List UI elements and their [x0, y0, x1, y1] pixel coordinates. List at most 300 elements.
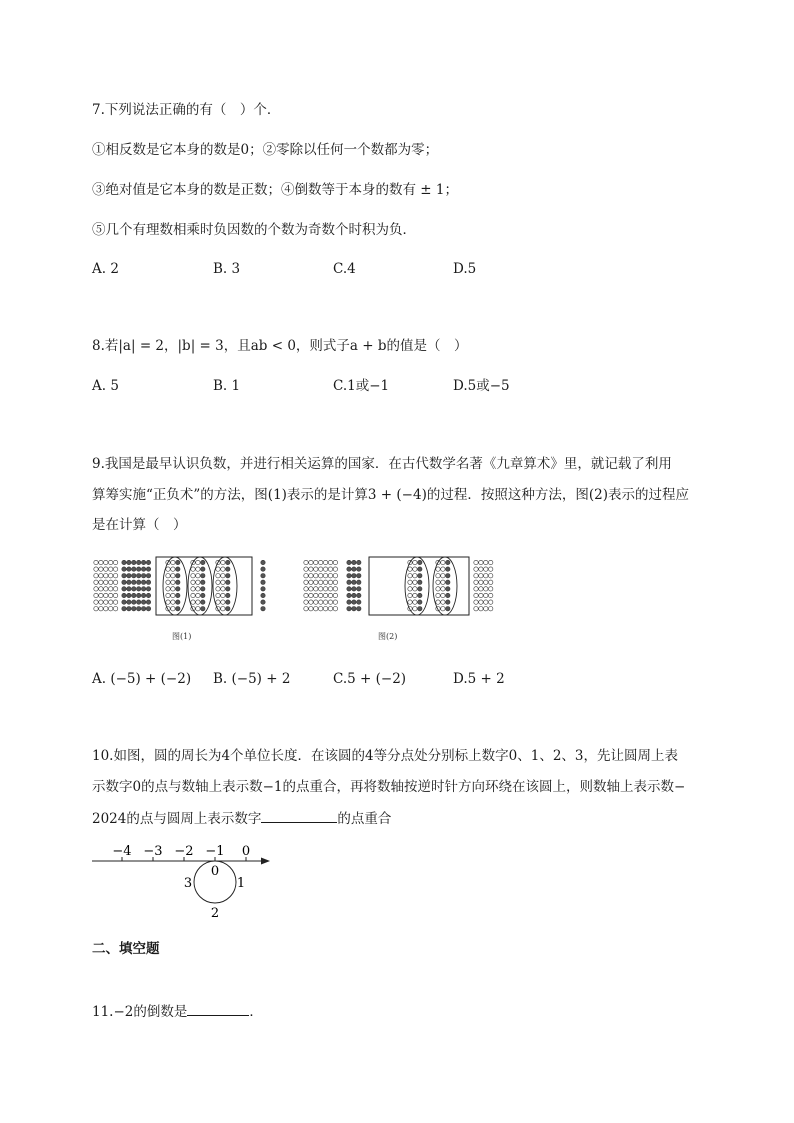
positive-bead: [221, 607, 225, 611]
q7-option-b[interactable]: B. 3: [213, 261, 241, 277]
negative-bead: [418, 607, 422, 611]
negative-bead: [132, 560, 136, 564]
circle-label-1: 1: [236, 876, 246, 891]
q9-option-d[interactable]: D.5 + 2: [453, 671, 505, 687]
positive-bead: [436, 567, 440, 571]
negative-bead: [127, 607, 131, 611]
negative-bead: [122, 560, 126, 564]
negative-bead: [122, 593, 126, 597]
positive-bead: [441, 560, 445, 564]
positive-bead: [304, 587, 308, 591]
pair-ellipse: [433, 557, 457, 615]
positive-bead: [323, 580, 327, 584]
positive-bead: [221, 580, 225, 584]
positive-bead: [196, 593, 200, 597]
positive-bead: [314, 560, 318, 564]
positive-bead: [171, 574, 175, 578]
positive-bead: [333, 607, 337, 611]
positive-bead: [104, 580, 108, 584]
negative-bead: [122, 587, 126, 591]
positive-bead: [113, 587, 117, 591]
negative-bead: [122, 574, 126, 578]
positive-bead: [191, 600, 195, 604]
positive-bead: [304, 607, 308, 611]
negative-bead: [137, 560, 141, 564]
positive-bead: [441, 567, 445, 571]
negative-bead: [137, 587, 141, 591]
negative-bead: [226, 600, 230, 604]
negative-bead: [418, 593, 422, 597]
negative-bead: [201, 607, 205, 611]
positive-bead: [104, 574, 108, 578]
positive-bead: [323, 587, 327, 591]
counting-rods-figure-1: [90, 554, 280, 618]
negative-bead: [176, 580, 180, 584]
negative-bead: [446, 587, 450, 591]
negative-bead: [352, 580, 356, 584]
positive-bead: [221, 567, 225, 571]
positive-bead: [94, 580, 98, 584]
negative-bead: [201, 560, 205, 564]
q7-option-a[interactable]: A. 2: [92, 261, 119, 277]
positive-beads-group: [304, 560, 338, 611]
negative-bead: [347, 593, 351, 597]
q7-option-c[interactable]: C.4: [333, 261, 356, 277]
negative-bead: [146, 574, 150, 578]
positive-bead: [474, 600, 478, 604]
positive-bead: [304, 600, 308, 604]
positive-bead: [196, 587, 200, 591]
negative-bead: [132, 593, 136, 597]
positive-bead: [166, 587, 170, 591]
negative-bead: [201, 567, 205, 571]
positive-bead: [216, 567, 220, 571]
q9-option-c[interactable]: C.5 + (−2): [333, 671, 407, 687]
positive-bead: [113, 593, 117, 597]
negative-bead: [201, 600, 205, 604]
positive-bead: [309, 560, 313, 564]
positive-bead: [323, 607, 327, 611]
positive-bead: [408, 580, 412, 584]
q7-statement-3-4: ③绝对值是它本身的数是正数；④倒数等于本身的数有 ± 1；: [92, 182, 458, 198]
negative-bead: [352, 593, 356, 597]
circle-label-2: 2: [210, 906, 220, 921]
q11-stem-text-b: ．: [249, 1004, 263, 1020]
negative-bead: [137, 607, 141, 611]
positive-bead: [314, 574, 318, 578]
negative-bead: [141, 580, 145, 584]
negative-bead: [141, 560, 145, 564]
positive-bead: [304, 560, 308, 564]
positive-bead: [309, 600, 313, 604]
negative-bead: [418, 567, 422, 571]
negative-bead: [201, 574, 205, 578]
pair-ellipse: [405, 557, 429, 615]
negative-bead: [446, 593, 450, 597]
positive-bead: [104, 567, 108, 571]
negative-bead: [146, 587, 150, 591]
negative-bead: [141, 567, 145, 571]
positive-bead: [319, 560, 323, 564]
positive-bead: [166, 567, 170, 571]
q8-option-c[interactable]: C.1或−1: [333, 378, 390, 394]
negative-bead: [226, 567, 230, 571]
positive-bead: [479, 580, 483, 584]
negative-bead: [146, 593, 150, 597]
positive-bead: [489, 593, 493, 597]
positive-bead: [479, 587, 483, 591]
positive-bead: [113, 560, 117, 564]
negative-bead: [127, 600, 131, 604]
positive-bead: [484, 587, 488, 591]
negative-beads-group: [347, 560, 361, 611]
positive-bead: [191, 593, 195, 597]
positive-bead: [474, 567, 478, 571]
positive-bead: [328, 587, 332, 591]
negative-bead: [141, 574, 145, 578]
negative-bead: [446, 574, 450, 578]
q9-stem-line-2: 算筹实施“正负术”的方法，图(1)表示的是计算3 + (−4)的过程．按照这种方法，图(2)表示的过程应: [92, 487, 689, 503]
positive-bead: [319, 574, 323, 578]
positive-bead: [109, 567, 113, 571]
negative-bead: [352, 560, 356, 564]
negative-bead: [347, 574, 351, 578]
negative-bead: [201, 587, 205, 591]
positive-bead: [309, 567, 313, 571]
positive-bead: [94, 593, 98, 597]
paired-beads-group: [166, 560, 230, 611]
pair-ellipse: [213, 557, 237, 615]
positive-bead: [489, 580, 493, 584]
positive-bead: [94, 560, 98, 564]
q10-stem-line-2: 示数字0的点与数轴上表示数−1的点重合，再将数轴按逆时针方向环绕在该圆上，则数轴上表示数−: [92, 779, 686, 795]
positive-bead: [191, 574, 195, 578]
positive-bead: [441, 587, 445, 591]
negative-bead: [347, 600, 351, 604]
negative-bead: [261, 593, 265, 597]
positive-bead: [171, 593, 175, 597]
positive-bead: [328, 580, 332, 584]
positive-bead: [304, 593, 308, 597]
positive-bead: [216, 600, 220, 604]
negative-bead: [357, 607, 361, 611]
positive-bead: [413, 607, 417, 611]
negative-bead: [137, 580, 141, 584]
positive-bead: [484, 607, 488, 611]
positive-bead: [408, 587, 412, 591]
negative-bead: [226, 580, 230, 584]
positive-bead: [408, 600, 412, 604]
negative-bead: [418, 587, 422, 591]
q9-option-b[interactable]: B. (−5) + 2: [213, 671, 291, 687]
positive-bead: [489, 574, 493, 578]
positive-bead: [99, 593, 103, 597]
positive-bead: [441, 593, 445, 597]
negative-beads-group: [122, 560, 151, 611]
negative-bead: [176, 567, 180, 571]
positive-bead: [104, 593, 108, 597]
positive-bead: [196, 600, 200, 604]
tick-label: −2: [174, 844, 194, 859]
q10-answer-blank[interactable]: [261, 808, 337, 823]
positive-bead: [304, 574, 308, 578]
negative-bead: [226, 574, 230, 578]
positive-bead: [113, 567, 117, 571]
negative-bead: [127, 574, 131, 578]
q10-stem-text-a: 2024的点与圆周上表示数字: [92, 811, 262, 827]
positive-bead: [309, 607, 313, 611]
positive-bead: [413, 560, 417, 564]
tick-label: −1: [205, 844, 225, 859]
negative-bead: [226, 593, 230, 597]
positive-bead: [436, 600, 440, 604]
positive-bead: [489, 600, 493, 604]
negative-bead: [261, 607, 265, 611]
circle-label-0: 0: [210, 864, 220, 879]
positive-bead: [166, 580, 170, 584]
negative-bead: [357, 587, 361, 591]
positive-bead: [216, 587, 220, 591]
positive-bead: [413, 600, 417, 604]
q9-stem-line-1: 9.我国是最早认识负数，并进行相关运算的国家．在古代数学名著《九章算术》里，就记载了利用: [92, 456, 672, 472]
q7-statement-5: ⑤几个有理数相乘时负因数的个数为奇数个时积为负．: [92, 222, 416, 238]
q8-option-b[interactable]: B. 1: [213, 378, 241, 394]
negative-bead: [176, 593, 180, 597]
positive-bead: [104, 600, 108, 604]
positive-bead: [196, 580, 200, 584]
negative-bead: [146, 560, 150, 564]
negative-bead: [146, 567, 150, 571]
board-frame: [156, 557, 252, 615]
negative-bead: [347, 560, 351, 564]
positive-bead: [314, 567, 318, 571]
positive-bead: [109, 600, 113, 604]
pair-ellipse: [188, 557, 212, 615]
positive-bead: [408, 593, 412, 597]
positive-bead: [216, 580, 220, 584]
positive-bead: [474, 560, 478, 564]
q11-answer-blank[interactable]: [187, 1001, 249, 1016]
negative-bead: [352, 587, 356, 591]
positive-bead: [109, 560, 113, 564]
number-line-circle-diagram: [92, 840, 272, 922]
positive-bead: [104, 607, 108, 611]
negative-bead: [261, 574, 265, 578]
positive-bead: [441, 600, 445, 604]
positive-bead: [413, 593, 417, 597]
q8-option-d[interactable]: D.5或−5: [453, 378, 510, 394]
positive-bead: [196, 560, 200, 564]
tick-label: −4: [112, 844, 132, 859]
negative-bead: [418, 560, 422, 564]
positive-bead: [113, 580, 117, 584]
positive-bead: [99, 587, 103, 591]
negative-bead: [261, 560, 265, 564]
negative-bead: [176, 607, 180, 611]
negative-bead: [127, 587, 131, 591]
positive-bead: [328, 574, 332, 578]
positive-bead: [216, 574, 220, 578]
positive-bead: [436, 587, 440, 591]
positive-bead: [99, 574, 103, 578]
negative-bead: [137, 574, 141, 578]
positive-bead: [191, 580, 195, 584]
positive-bead: [171, 567, 175, 571]
negative-bead: [127, 567, 131, 571]
remaining-positive-beads-group: [474, 560, 493, 611]
positive-bead: [319, 593, 323, 597]
negative-bead: [261, 587, 265, 591]
negative-bead: [352, 574, 356, 578]
negative-bead: [261, 600, 265, 604]
tick-label: −3: [143, 844, 163, 859]
q8-option-a[interactable]: A. 5: [92, 378, 119, 394]
negative-bead: [357, 593, 361, 597]
positive-bead: [171, 587, 175, 591]
negative-bead: [261, 567, 265, 571]
remaining-negative-beads-group: [261, 560, 265, 611]
negative-bead: [127, 580, 131, 584]
positive-bead: [304, 580, 308, 584]
positive-bead: [413, 580, 417, 584]
positive-bead: [479, 600, 483, 604]
positive-bead: [484, 580, 488, 584]
positive-bead: [221, 593, 225, 597]
negative-bead: [352, 567, 356, 571]
positive-bead: [479, 593, 483, 597]
negative-bead: [446, 567, 450, 571]
positive-bead: [196, 607, 200, 611]
positive-bead: [309, 574, 313, 578]
q11-stem: [92, 1001, 263, 1021]
positive-bead: [99, 607, 103, 611]
positive-bead: [196, 574, 200, 578]
positive-bead: [221, 560, 225, 564]
positive-bead: [323, 600, 327, 604]
positive-bead: [171, 607, 175, 611]
negative-bead: [146, 600, 150, 604]
positive-bead: [323, 574, 327, 578]
positive-bead: [99, 567, 103, 571]
q11-stem-text-a: 11.−2的倒数是: [92, 1004, 188, 1020]
negative-bead: [127, 560, 131, 564]
positive-bead: [99, 560, 103, 564]
positive-bead: [94, 600, 98, 604]
positive-bead: [94, 607, 98, 611]
positive-bead: [441, 574, 445, 578]
positive-bead: [109, 574, 113, 578]
positive-bead: [441, 580, 445, 584]
negative-bead: [226, 607, 230, 611]
positive-bead: [413, 574, 417, 578]
q7-stem: 7.下列说法正确的有（ ）个．: [92, 102, 281, 118]
positive-bead: [333, 593, 337, 597]
negative-bead: [201, 580, 205, 584]
q9-option-a[interactable]: A. (−5) + (−2): [92, 671, 192, 687]
positive-bead: [484, 600, 488, 604]
positive-bead: [333, 587, 337, 591]
q10-stem-text-b: 的点重合: [337, 811, 392, 827]
positive-bead: [328, 567, 332, 571]
positive-bead: [489, 567, 493, 571]
positive-bead: [484, 560, 488, 564]
positive-bead: [113, 600, 117, 604]
negative-bead: [352, 600, 356, 604]
positive-bead: [333, 560, 337, 564]
negative-bead: [141, 587, 145, 591]
negative-bead: [146, 607, 150, 611]
negative-bead: [446, 560, 450, 564]
figure-1-caption: 图(1): [172, 632, 192, 641]
negative-bead: [141, 607, 145, 611]
positive-bead: [109, 587, 113, 591]
figure-2-caption: 图(2): [378, 632, 398, 641]
section-heading: 二、填空题: [92, 941, 160, 957]
positive-bead: [436, 593, 440, 597]
positive-bead: [314, 593, 318, 597]
negative-bead: [141, 600, 145, 604]
counting-rods-figure-2: [300, 554, 500, 618]
positive-bead: [309, 580, 313, 584]
positive-bead: [328, 560, 332, 564]
negative-bead: [176, 560, 180, 564]
negative-bead: [132, 587, 136, 591]
positive-bead: [436, 580, 440, 584]
positive-bead: [479, 574, 483, 578]
negative-bead: [176, 587, 180, 591]
negative-bead: [357, 574, 361, 578]
negative-bead: [261, 580, 265, 584]
positive-bead: [323, 567, 327, 571]
q7-option-d[interactable]: D.5: [453, 261, 477, 277]
positive-bead: [484, 593, 488, 597]
negative-bead: [352, 607, 356, 611]
positive-bead: [484, 574, 488, 578]
negative-bead: [357, 600, 361, 604]
tick-label: 0: [241, 844, 251, 859]
positive-bead: [221, 600, 225, 604]
negative-bead: [357, 560, 361, 564]
positive-bead: [221, 574, 225, 578]
negative-bead: [141, 593, 145, 597]
positive-bead: [113, 574, 117, 578]
positive-bead: [104, 587, 108, 591]
positive-bead: [104, 560, 108, 564]
negative-bead: [137, 600, 141, 604]
positive-bead: [441, 607, 445, 611]
negative-bead: [132, 580, 136, 584]
negative-bead: [201, 593, 205, 597]
positive-bead: [484, 567, 488, 571]
negative-bead: [446, 580, 450, 584]
positive-bead: [323, 593, 327, 597]
negative-bead: [132, 607, 136, 611]
positive-bead: [408, 574, 412, 578]
positive-bead: [436, 574, 440, 578]
negative-bead: [176, 574, 180, 578]
negative-bead: [137, 567, 141, 571]
negative-bead: [226, 587, 230, 591]
positive-bead: [489, 587, 493, 591]
negative-bead: [132, 567, 136, 571]
positive-bead: [413, 567, 417, 571]
positive-bead: [479, 567, 483, 571]
positive-bead: [319, 607, 323, 611]
positive-bead: [94, 567, 98, 571]
positive-bead: [171, 580, 175, 584]
positive-bead: [191, 567, 195, 571]
positive-bead: [309, 593, 313, 597]
